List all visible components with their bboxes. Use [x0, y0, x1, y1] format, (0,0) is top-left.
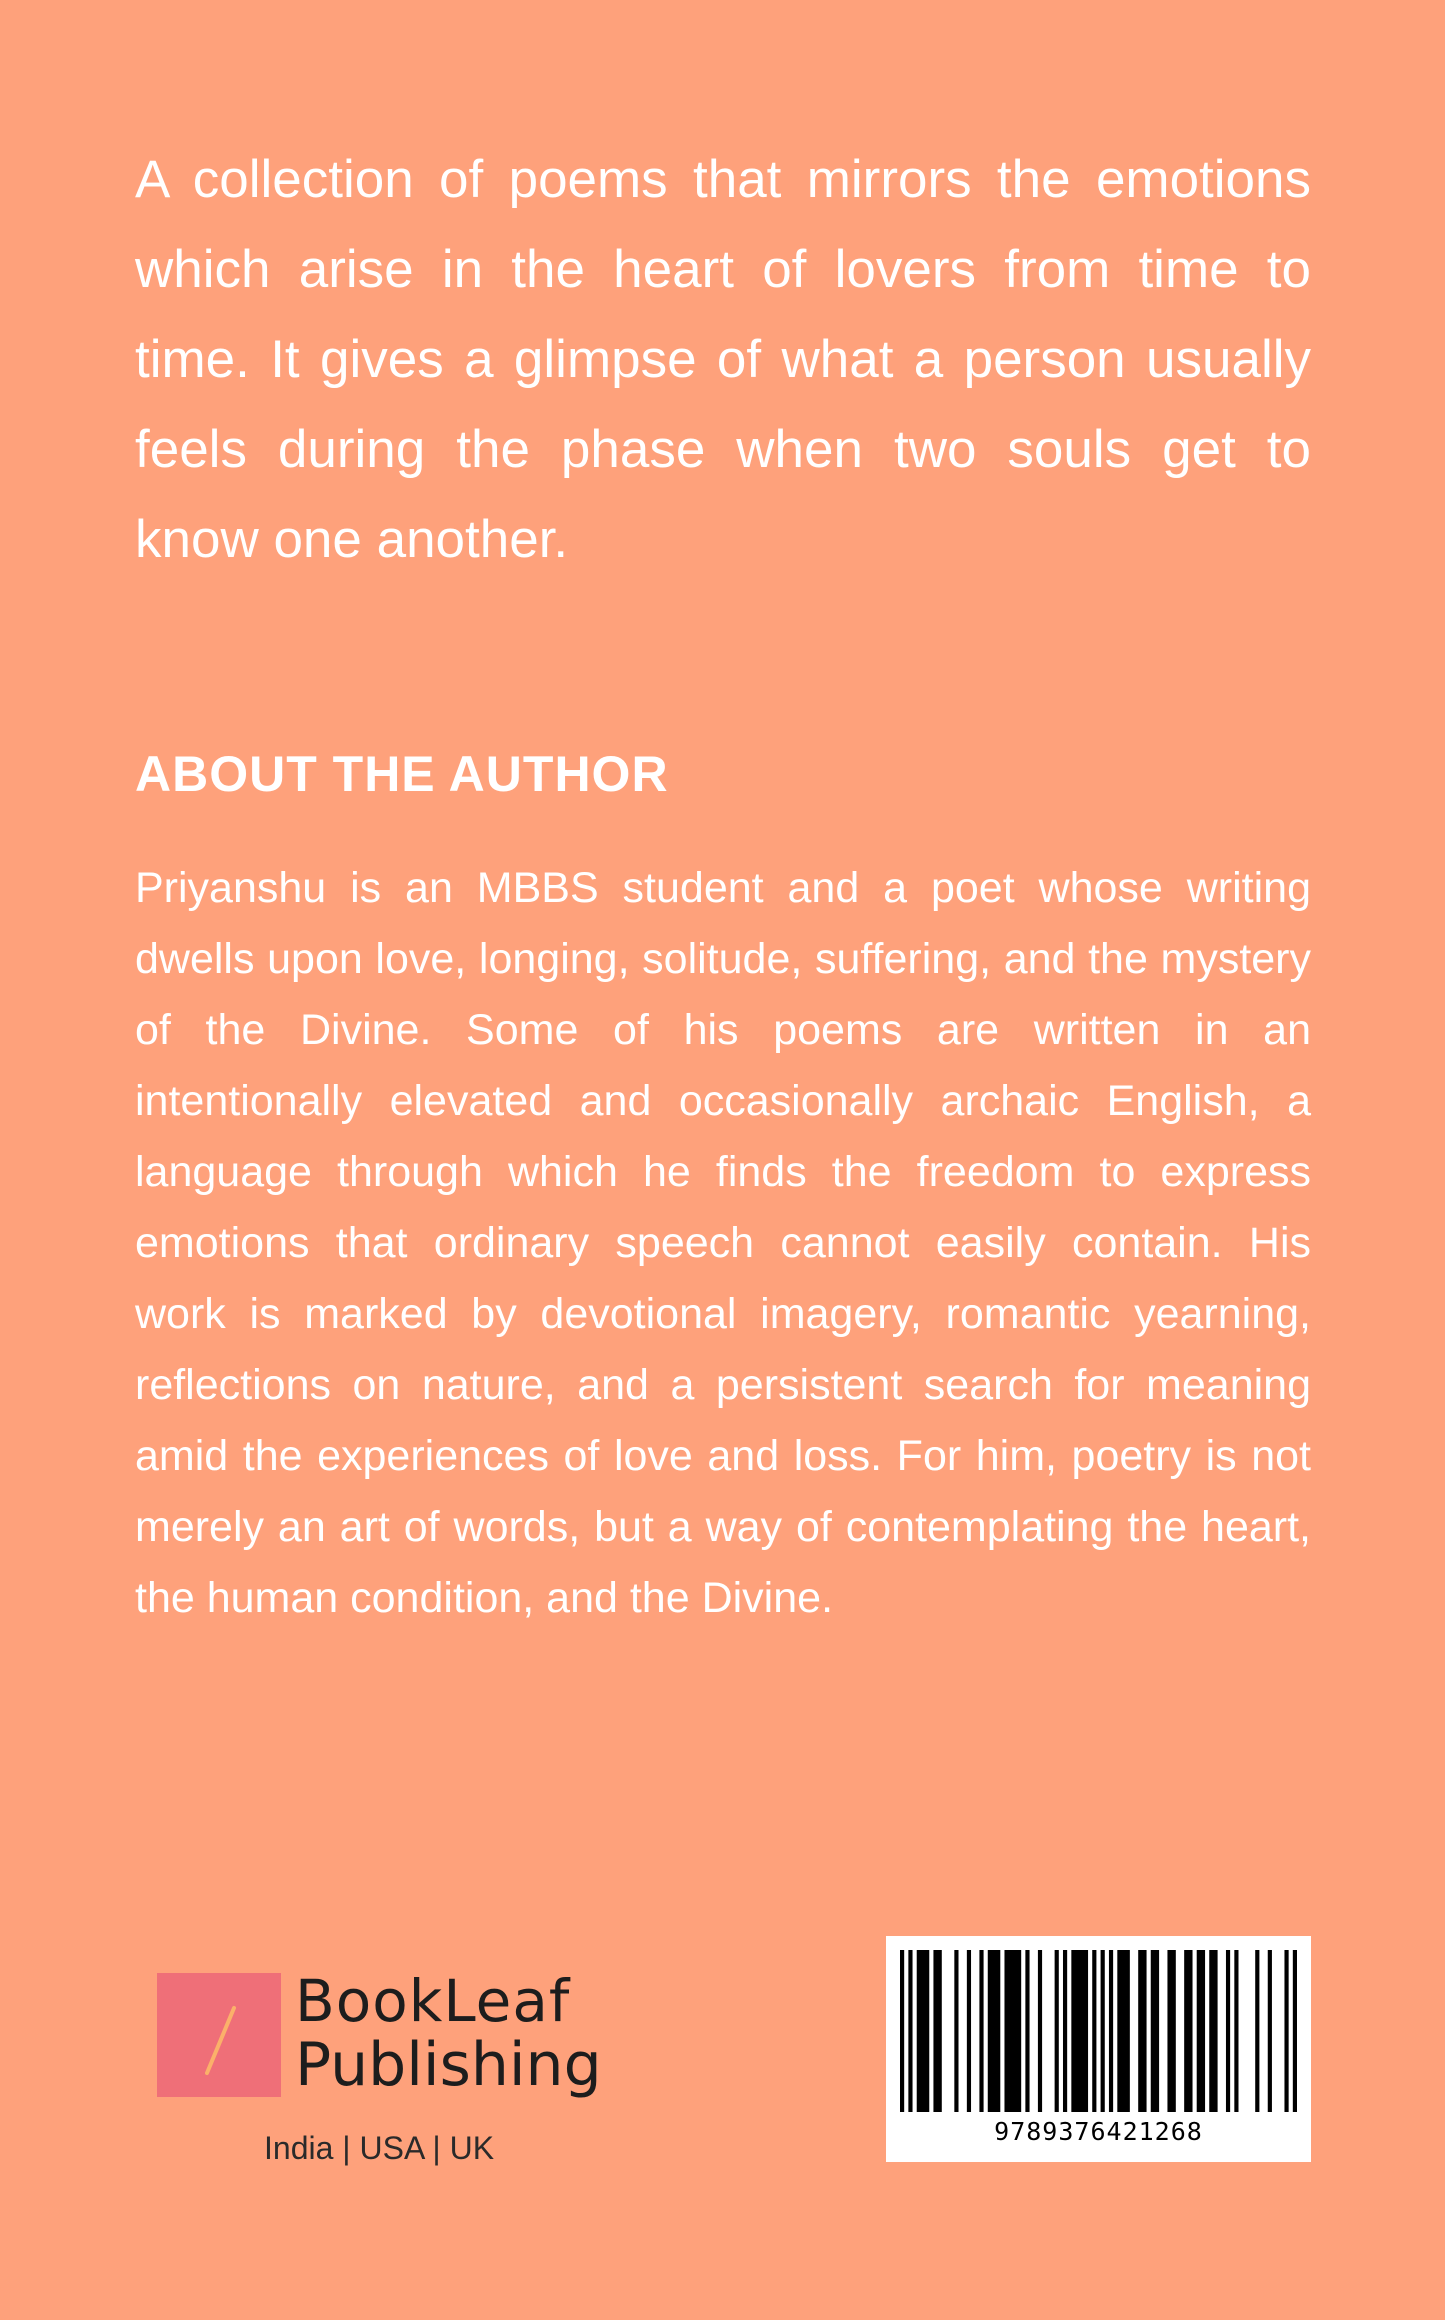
barcode-bar-16: [1109, 1950, 1113, 2112]
barcode-bar-17: [1117, 1950, 1130, 2112]
isbn-number: 9789376421268: [994, 2117, 1203, 2146]
barcode-bar-27: [1268, 1950, 1272, 2112]
barcode-bar-12: [1063, 1950, 1067, 2112]
publisher-name-line1: BookLeaf: [295, 1967, 571, 2035]
slash-icon: [157, 1973, 281, 2097]
barcode-bar-29: [1293, 1950, 1297, 2112]
barcode-bar-22: [1197, 1950, 1205, 2112]
barcode-bar-23: [1209, 1950, 1217, 2112]
barcode-bar-7: [988, 1950, 1001, 2112]
barcode-bar-19: [1151, 1950, 1159, 2112]
barcode-bar-8: [1004, 1950, 1021, 2112]
barcode-bar-28: [1284, 1950, 1288, 2112]
barcode-bar-5: [967, 1950, 971, 2112]
barcode-bar-14: [1092, 1950, 1096, 2112]
barcode-bar-20: [1167, 1950, 1175, 2112]
barcode-bar-9: [1025, 1950, 1029, 2112]
barcode-bar-6: [979, 1950, 983, 2112]
barcode-bar-24: [1226, 1950, 1230, 2112]
barcode-bar-2: [917, 1950, 930, 2112]
book-blurb: A collection of poems that mirrors the emotions which arise in the heart of lovers from time to time. It gives a glimpse of what a person usually feels during the phase when two souls get to know one another.: [135, 150, 1311, 569]
barcode-bar-1: [908, 1950, 912, 2112]
barcode-bar-3: [933, 1950, 941, 2112]
barcode-bar-15: [1101, 1950, 1105, 2112]
about-author-heading: ABOUT THE AUTHOR: [135, 746, 669, 802]
barcode-bar-26: [1255, 1950, 1259, 2112]
about-author-text: Priyanshu is an MBBS student and a poet whose writing dwells upon love, longing, solitude, suffering, and the mystery of the Divine. Some of his poems are written in an intentionally elevated and occasionally archaic English, a language through which he finds the freedom to express emotions that ordinary speech cannot easily contain. His work is marked by devotional imagery, romantic yearning, reflections on nature, and a persistent search for meaning amid the experiences of love and loss. For him, poetry is not merely an art of words, but a way of contemplating the heart, the human condition, and the Divine.: [135, 864, 1311, 1622]
barcode-bar-10: [1038, 1950, 1042, 2112]
isbn-barcode: [886, 1936, 1311, 2162]
barcode-bar-11: [1055, 1950, 1059, 2112]
barcode-bar-21: [1184, 1950, 1192, 2112]
barcode-bar-0: [900, 1950, 904, 2112]
publisher-regions: India | USA | UK: [264, 2130, 495, 2166]
barcode-bar-13: [1071, 1950, 1088, 2112]
barcode-bar-25: [1234, 1950, 1238, 2112]
publisher-logo: [157, 1967, 617, 2173]
barcode-bars: [900, 1950, 1297, 2112]
publisher-name-line2: Publishing: [295, 2030, 602, 2100]
barcode-bar-4: [954, 1950, 958, 2112]
barcode-bar-18: [1138, 1950, 1146, 2112]
